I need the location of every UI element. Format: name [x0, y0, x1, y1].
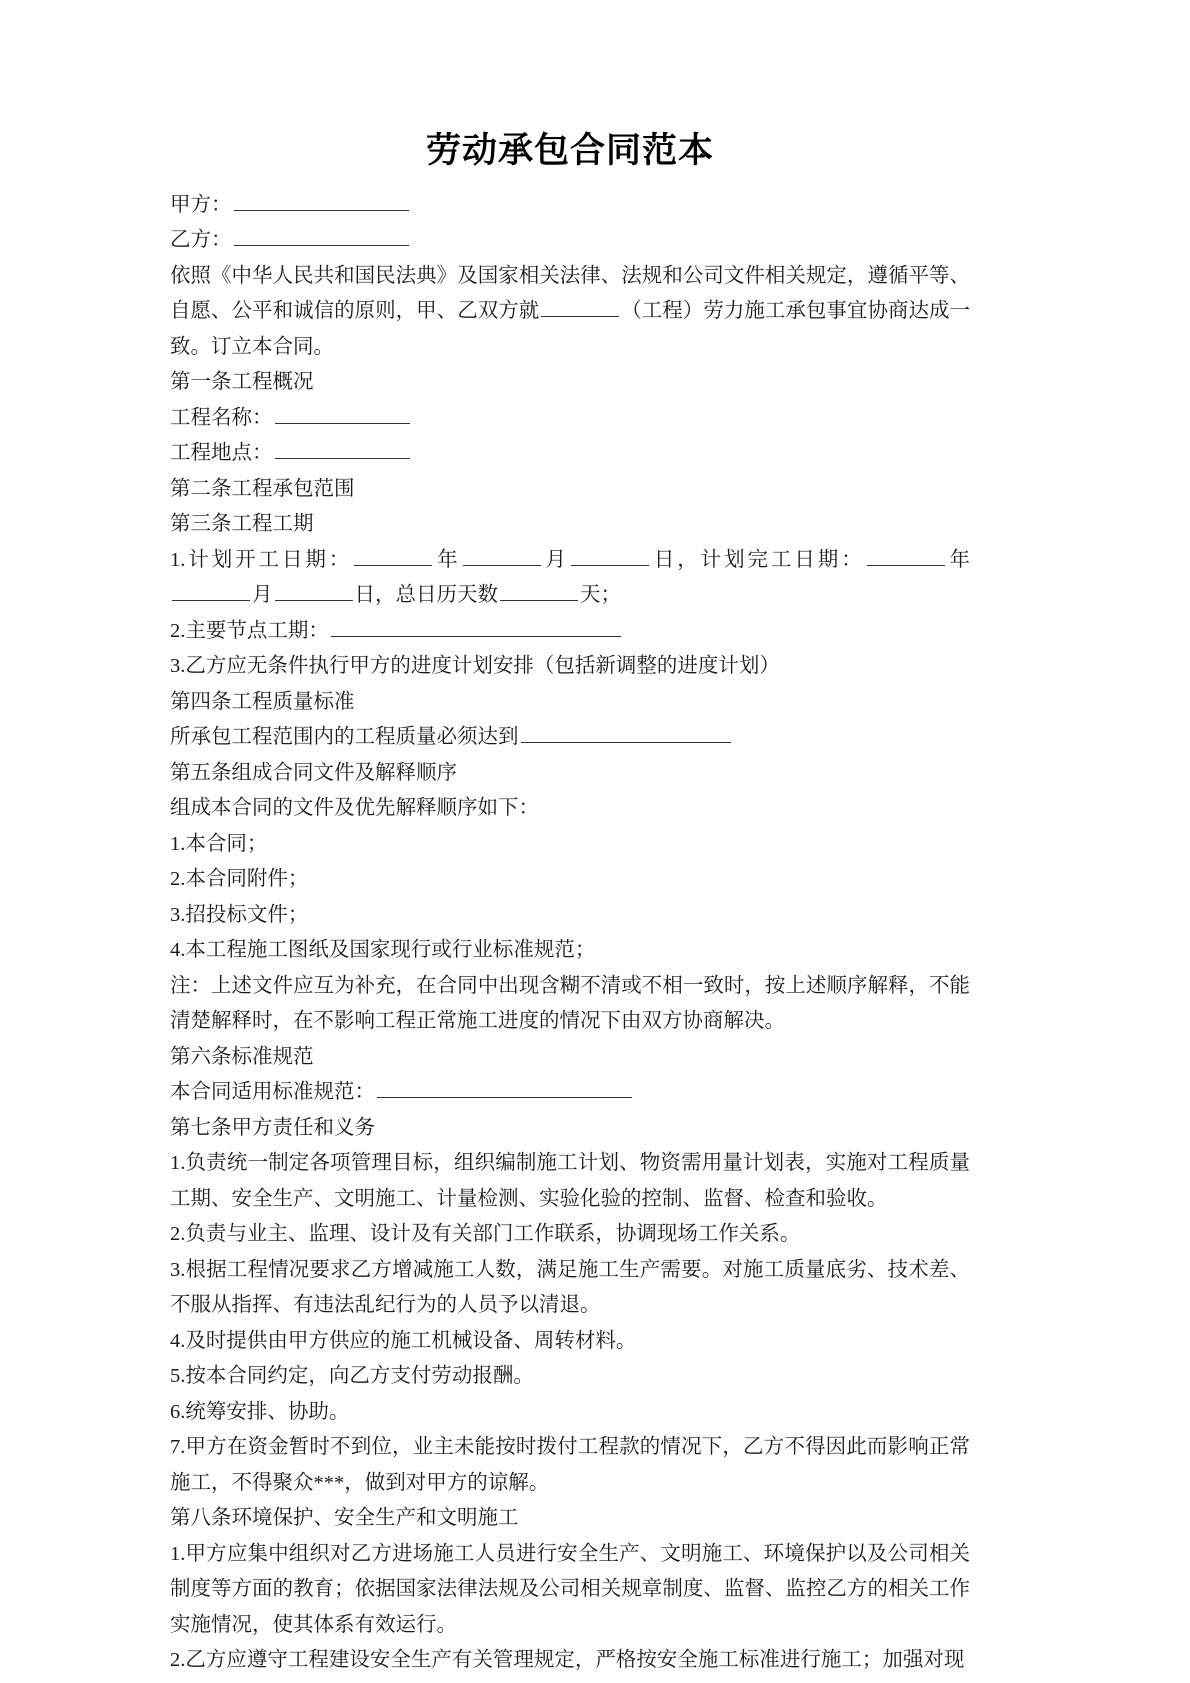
party-a-duty-item-7-text: 甲方在资金暂时不到位，业主未能按时拨付工程款的情况下，乙方不得因此而影响正常施工，不得聚众***，做到对甲方的谅解。: [170, 1436, 970, 1494]
section-heading-6: 第六条标准规范: [170, 1045, 314, 1068]
end-day-blank[interactable]: [275, 581, 353, 601]
end-year-blank[interactable]: [867, 546, 945, 566]
contract-doc-item-4-no: 4.: [170, 939, 186, 961]
start-month-blank[interactable]: [463, 546, 541, 566]
project-location-blank[interactable]: [275, 439, 410, 459]
project-location-line: [170, 436, 970, 472]
start-year-blank[interactable]: [354, 546, 432, 566]
schedule-item-2-no: 2.: [170, 619, 186, 642]
party-a-duty-item-2-text: 负责与业主、监理、设计及有关部门工作联系，协调现场工作关系。: [185, 1223, 801, 1245]
milestone-blank[interactable]: [331, 617, 621, 637]
party-a-duty-item-4-no: 4.: [170, 1329, 186, 1352]
section-heading-1: 第一条工程概况: [170, 371, 314, 393]
contract-doc-item-4: [170, 933, 970, 969]
party-a-duty-item-7: [170, 1430, 970, 1501]
party-a-duty-item-1-no: 1.: [170, 1152, 186, 1174]
party-a-label: 甲方：: [170, 193, 232, 216]
document-content: [170, 128, 970, 1679]
quality-blank[interactable]: [521, 723, 731, 743]
schedule-item-1: [170, 543, 970, 614]
schedule-seg-1: 年: [434, 548, 461, 571]
party-a-duty-item-7-no: 7.: [170, 1436, 186, 1458]
schedule-seg-7: 天；: [580, 584, 621, 606]
party-a-duty-item-3: [170, 1253, 970, 1324]
safety-item-2-text: 乙方应遵守工程建设安全生产有关管理规定，严格按安全施工标准进行施工；加强对现: [185, 1649, 965, 1671]
contract-doc-item-2-text: 本合同附件；: [185, 868, 309, 890]
safety-item-2-no: 2.: [170, 1649, 186, 1671]
party-a-duty-item-2: [170, 1217, 970, 1253]
contract-doc-item-3: [170, 898, 970, 934]
page-title: 劳动承包合同范本: [425, 131, 714, 170]
quality-line: [170, 720, 970, 756]
party-a-duty-item-4-text: 及时提供由甲方供应的施工机械设备、周转材料。: [185, 1329, 637, 1352]
party-a-duty-item-6-no: 6.: [170, 1400, 186, 1423]
safety-item-1-text: 甲方应集中组织对乙方进场施工人员进行安全生产、文明施工、环境保护以及公司相关制度等方面的教育；依据国家法律法规及公司相关规章制度、监督、监控乙方的相关工作实施情况，使其体系有效运行。: [170, 1542, 970, 1636]
project-location-label: 工程地点：: [170, 442, 273, 464]
standard-blank[interactable]: [377, 1078, 632, 1098]
party-a-duty-item-6-text: 统筹安排、协助。: [185, 1400, 350, 1423]
schedule-seg-3: 日，计划完工日期：: [650, 548, 865, 571]
total-days-blank[interactable]: [500, 581, 578, 601]
schedule-item-1-no: 1.: [170, 548, 186, 571]
contract-doc-item-3-text: 招投标文件；: [185, 903, 309, 926]
contract-doc-item-1-no: 1.: [170, 832, 186, 855]
schedule-item-2-text: 主要节点工期：: [185, 619, 329, 642]
party-a-blank[interactable]: [234, 191, 409, 211]
contract-doc-item-1-text: 本合同；: [185, 832, 268, 855]
end-month-blank[interactable]: [172, 581, 250, 601]
schedule-item-3-text: 乙方应无条件执行甲方的进度计划安排（包括新调整的进度计划）: [185, 655, 780, 677]
standard-text: 本合同适用标准规范：: [170, 1081, 375, 1103]
party-a-duty-item-2-no: 2.: [170, 1223, 186, 1245]
quality-text: 所承包工程范围内的工程质量必须达到: [170, 726, 519, 748]
preamble-project-blank[interactable]: [541, 297, 619, 317]
party-b-blank[interactable]: [234, 226, 409, 246]
project-name-blank[interactable]: [275, 404, 410, 424]
party-a-duty-item-6: [170, 1395, 970, 1431]
preamble-paragraph: [170, 259, 970, 366]
schedule-item-3: [170, 649, 970, 685]
contract-doc-item-4-text: 本工程施工图纸及国家现行或行业标准规范；: [185, 939, 596, 961]
schedule-seg-4: 年: [946, 548, 971, 571]
schedule-seg-5: 月: [252, 584, 273, 606]
party-a-duty-item-5-no: 5.: [170, 1365, 186, 1387]
party-b-label: 乙方：: [170, 229, 232, 251]
safety-item-2: [170, 1643, 970, 1679]
party-a-duty-item-1: [170, 1146, 970, 1217]
schedule-item-2: [170, 614, 970, 650]
section-heading-4: 第四条工程质量标准: [170, 690, 355, 713]
party-a-duty-item-5-text: 按本合同约定，向乙方支付劳动报酬。: [185, 1365, 534, 1387]
document-body: [170, 188, 970, 1679]
section-heading-7: 第七条甲方责任和义务: [170, 1116, 375, 1139]
project-name-label: 工程名称：: [170, 406, 273, 429]
contract-docs-lead: 组成本合同的文件及优先解释顺序如下：: [170, 797, 539, 819]
project-name-line: [170, 401, 970, 437]
section-heading-2: 第二条工程承包范围: [170, 477, 355, 500]
party-a-duty-item-4: [170, 1324, 970, 1360]
contract-doc-item-1: [170, 827, 970, 863]
start-day-blank[interactable]: [571, 546, 649, 566]
safety-item-1: [170, 1537, 970, 1644]
section-heading-5: 第五条组成合同文件及解释顺序: [170, 761, 457, 784]
party-a-duty-item-3-text: 根据工程情况要求乙方增减施工人数，满足施工生产需要。对施工质量底劣、技术差、不服从指挥、有违法乱纪行为的人员予以清退。: [170, 1258, 970, 1316]
preamble-part1: 依照《中华人民共和国民法典》及国家相关法律、法规和公司文件相关规定，遵循平等、自愿、公平和诚信的原则，甲、乙双方就: [170, 264, 970, 322]
section-heading-3: 第三条工程工期: [170, 513, 314, 535]
contract-doc-item-3-no: 3.: [170, 903, 186, 926]
schedule-seg-6: 日，总日历天数: [354, 584, 498, 606]
standard-line: [170, 1075, 970, 1111]
party-a-duty-item-3-no: 3.: [170, 1258, 186, 1281]
schedule-item-3-no: 3.: [170, 655, 186, 677]
contract-doc-item-2: [170, 862, 970, 898]
contract-docs-note: 注：上述文件应互为补充，在合同中出现含糊不清或不相一致时，按上述顺序解释，不能清楚解释时，在不影响工程正常施工进度的情况下由双方协商解决。: [170, 974, 970, 1032]
safety-item-1-no: 1.: [170, 1542, 186, 1565]
party-a-duty-item-1-text: 负责统一制定各项管理目标，组织编制施工计划、物资需用量计划表，实施对工程质量工期、安全生产、文明施工、计量检测、实验化验的控制、监督、检查和验收。: [170, 1152, 970, 1210]
party-a-duty-item-5: [170, 1359, 970, 1395]
party-a-line: [170, 188, 970, 224]
schedule-seg-0: 计划开工日期：: [185, 548, 353, 571]
preamble-part2: （工程）劳力施工承包事宜协商达成一致。订立本合同。: [170, 300, 971, 358]
contract-doc-item-2-no: 2.: [170, 868, 186, 890]
schedule-seg-2: 月: [542, 548, 569, 571]
section-heading-8: 第八条环境保护、安全生产和文明施工: [170, 1507, 519, 1529]
party-b-line: [170, 223, 970, 259]
